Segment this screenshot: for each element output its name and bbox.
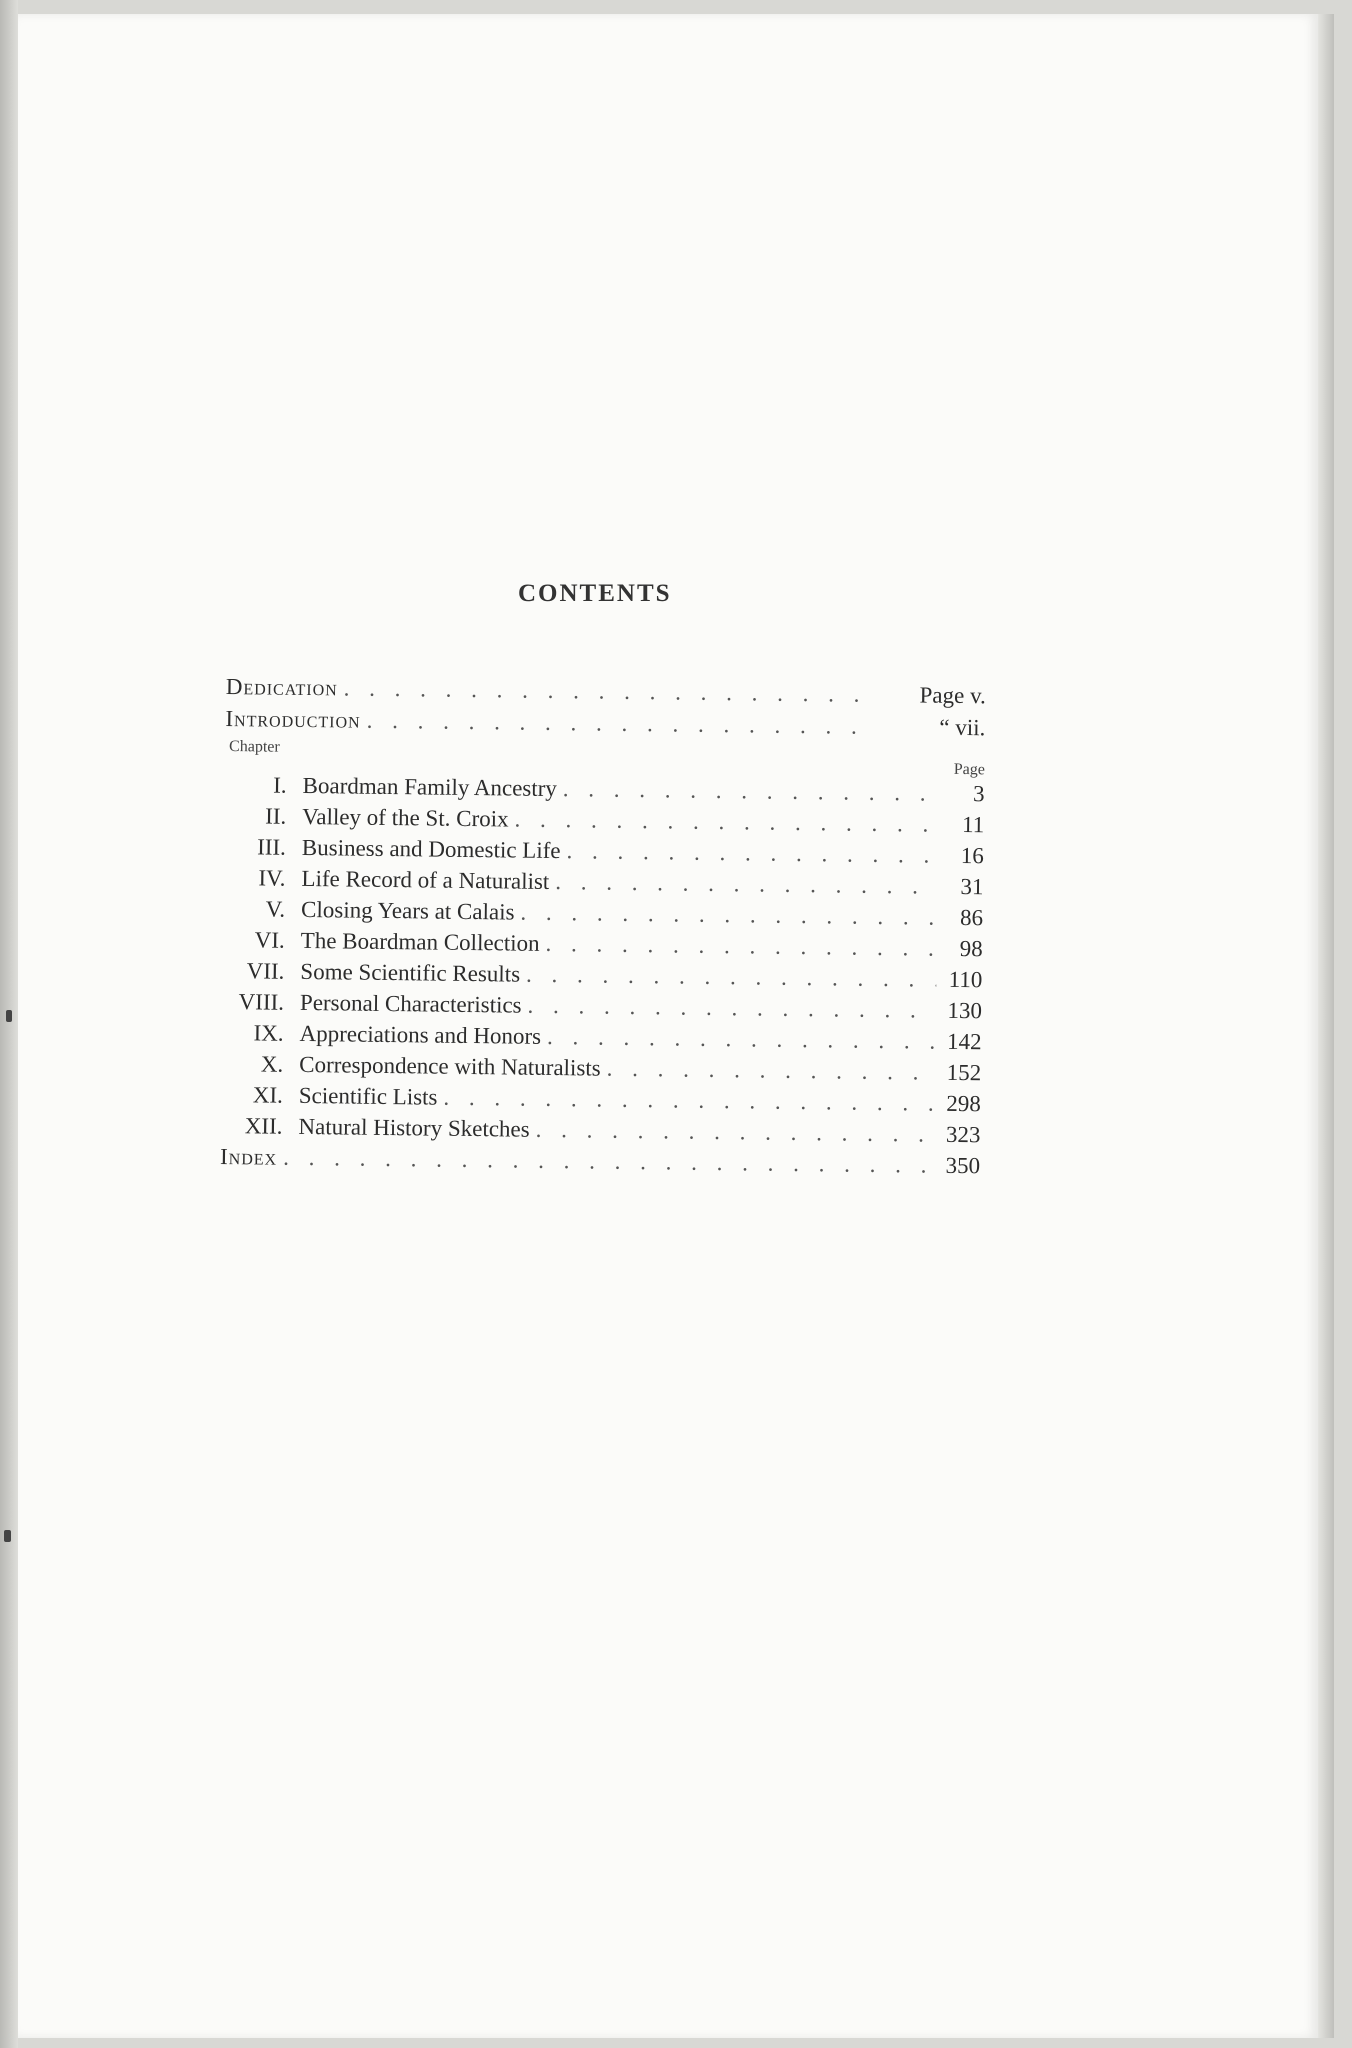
chapter-title: Business and Domestic Life — [301, 834, 561, 864]
chapter-page: 86 — [959, 904, 984, 931]
leader-dots — [563, 776, 939, 807]
chapter-title: Some Scientific Results — [300, 958, 521, 987]
chapter-numeral: IX. — [253, 1020, 284, 1046]
binding-mark — [4, 1530, 11, 1542]
binding-mark — [6, 1010, 12, 1022]
leader-dots — [526, 962, 937, 993]
chapter-numeral: VII. — [246, 958, 285, 984]
leader-dots — [514, 807, 938, 838]
chapter-numeral: V. — [265, 896, 286, 922]
table-of-contents — [220, 674, 986, 1184]
leader-dots — [545, 931, 936, 962]
chapter-numeral: VIII. — [238, 989, 285, 1015]
chapter-column-label: Chapter — [229, 738, 280, 756]
left-page-edge — [0, 0, 18, 2048]
chapter-page: 142 — [946, 1028, 982, 1055]
book-page — [18, 14, 1318, 2038]
right-page-edge — [1318, 14, 1334, 2038]
chapter-page: 16 — [960, 842, 984, 869]
leader-dots — [536, 1117, 935, 1148]
chapter-title: Scientific Lists — [298, 1082, 438, 1110]
chapter-title: Valley of the St. Croix — [302, 803, 509, 832]
chapter-numeral: X. — [260, 1051, 284, 1077]
chapter-page: 3 — [972, 781, 985, 807]
chapter-title: Boardman Family Ancestry — [302, 772, 558, 802]
chapter-page: 323 — [945, 1121, 981, 1148]
chapter-page: 152 — [946, 1059, 982, 1086]
chapter-page: 298 — [946, 1090, 981, 1117]
chapter-title: The Boardman Collection — [300, 927, 540, 956]
chapter-numeral: XI. — [252, 1082, 284, 1108]
chapter-title: Personal Characteristics — [299, 989, 522, 1018]
chapter-numeral: VI. — [254, 927, 285, 953]
leader-dots — [547, 1024, 936, 1055]
leader-dots — [366, 708, 869, 740]
chapter-page: 98 — [959, 935, 983, 962]
leader-dots — [443, 1085, 935, 1117]
leader-dots — [527, 993, 936, 1024]
toc-page-number: 350 — [945, 1152, 981, 1179]
toc-title: Introduction — [225, 705, 361, 733]
toc-page-number: Page v. — [919, 682, 986, 709]
chapter-page: 31 — [960, 873, 984, 900]
chapter-numeral: I. — [273, 772, 287, 798]
chapter-numeral: XII. — [244, 1113, 283, 1139]
chapter-title: Natural History Sketches — [298, 1113, 530, 1142]
chapter-title: Appreciations and Honors — [299, 1020, 542, 1049]
toc-title: Index — [219, 1143, 278, 1170]
chapter-title: Life Record of a Naturalist — [301, 865, 550, 894]
chapter-page: 11 — [961, 812, 985, 838]
chapter-page: 110 — [948, 966, 983, 993]
leader-dots — [607, 1056, 936, 1086]
toc-title: Dedication — [225, 674, 338, 701]
chapter-title: Correspondence with Naturalists — [299, 1051, 601, 1081]
toc-page-number: “ vii. — [939, 714, 986, 741]
leader-dots — [520, 900, 937, 931]
leader-dots — [344, 675, 870, 707]
chapter-numeral: III. — [257, 834, 287, 860]
page-column-label: Page — [953, 760, 985, 779]
leader-dots — [566, 838, 938, 869]
chapter-page: 130 — [947, 997, 983, 1024]
leader-dots — [555, 869, 937, 900]
chapter-numeral: IV. — [258, 865, 286, 891]
contents-heading: CONTENTS — [518, 580, 672, 607]
chapter-numeral: II. — [265, 803, 287, 829]
chapter-title: Closing Years at Calais — [300, 896, 515, 925]
